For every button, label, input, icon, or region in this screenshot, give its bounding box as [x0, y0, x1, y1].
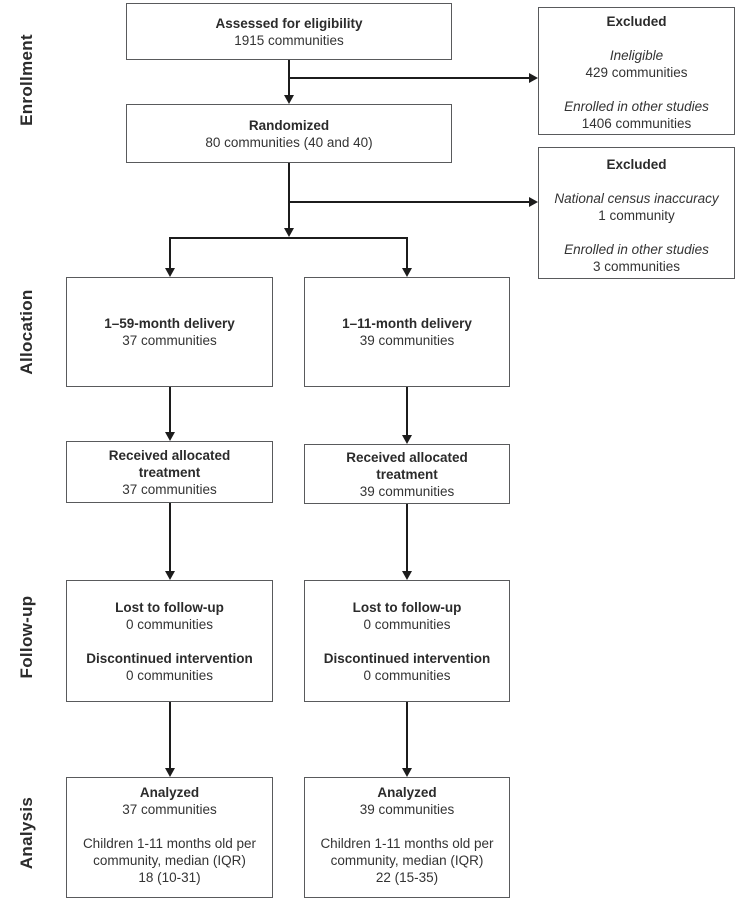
- connector-alloc-received-right: [406, 387, 408, 436]
- followup-left-count2: 0 communities: [125, 667, 214, 683]
- alloc-left-title: 1–59-month delivery: [104, 316, 235, 331]
- connector-followup-analysis-left: [169, 702, 171, 769]
- analysis-right-detail: Children 1-11 months old per community, median (IQR): [320, 836, 494, 868]
- connector-followup-analysis-right: [406, 702, 408, 769]
- stage-label-analysis: Analysis: [17, 796, 36, 870]
- excluded2-count2: 3 communities: [592, 259, 681, 274]
- arrowhead-down-icon: [284, 228, 294, 237]
- stage-label-allocation: Allocation: [17, 289, 36, 375]
- connector-branch-excluded1: [289, 77, 530, 79]
- box-allocation-1-11-month: [304, 277, 510, 387]
- arrowhead-right-icon: [529, 197, 538, 207]
- box-received-treatment-right: [304, 444, 510, 504]
- box-allocation-1-59-month: [66, 277, 273, 387]
- box-randomized: [126, 104, 452, 163]
- connector-split-alloc-right: [406, 238, 408, 269]
- arrowhead-right-icon: [529, 73, 538, 83]
- arrowhead-down-icon: [165, 768, 175, 777]
- excluded2-title: Excluded: [606, 157, 667, 172]
- connector-randomized-split: [288, 163, 290, 229]
- followup-left-count1: 0 communities: [125, 616, 214, 632]
- box-received-treatment-left: [66, 441, 273, 503]
- randomized-count: 80 communities (40 and 40): [205, 134, 373, 150]
- box-excluded-enrollment: [538, 7, 735, 135]
- followup-right-title2: Discontinued intervention: [323, 650, 491, 666]
- excluded1-title: Excluded: [606, 14, 667, 29]
- connector-received-followup-right: [406, 504, 408, 572]
- assessed-count: 1915 communities: [234, 32, 344, 48]
- connector-split-alloc-left: [169, 238, 171, 269]
- connector-alloc-received-left: [169, 387, 171, 433]
- received-right-title: Received allocated treatment: [346, 449, 468, 482]
- excluded2-reason2: Enrolled in other studies: [564, 242, 709, 257]
- analysis-left-median: 18 (10-31): [138, 870, 201, 885]
- alloc-left-count: 37 communities: [122, 333, 217, 348]
- excluded1-reason1: Ineligible: [609, 48, 664, 63]
- analysis-right-median: 22 (15-35): [375, 870, 439, 885]
- arrowhead-down-icon: [402, 571, 412, 580]
- analysis-left-title: Analyzed: [139, 785, 200, 800]
- analysis-right-title: Analyzed: [377, 785, 437, 800]
- box-excluded-randomization: [538, 147, 735, 279]
- box-assessed-eligibility: [126, 3, 452, 60]
- excluded2-reason1: National census inaccuracy: [554, 191, 719, 206]
- connector-split-bar: [169, 237, 408, 239]
- received-right-count: 39 communities: [359, 483, 455, 499]
- arrowhead-down-icon: [165, 268, 175, 277]
- connector-received-followup-left: [169, 503, 171, 572]
- stage-label-enrollment: Enrollment: [17, 34, 36, 126]
- followup-left-title2: Discontinued intervention: [86, 650, 253, 666]
- followup-right-count2: 0 communities: [363, 667, 451, 683]
- arrowhead-down-icon: [402, 435, 412, 444]
- received-left-title: Received allocated treatment: [108, 447, 231, 480]
- connector-branch-excluded2: [289, 201, 530, 203]
- alloc-right-title: 1–11-month delivery: [342, 316, 472, 331]
- excluded2-count1: 1 community: [598, 208, 675, 223]
- followup-right-count1: 0 communities: [363, 616, 451, 632]
- assessed-title: Assessed for eligibility: [215, 15, 363, 31]
- box-analysis-left: [66, 777, 273, 898]
- alloc-right-count: 39 communities: [359, 333, 455, 348]
- analysis-left-detail: Children 1-11 months old per community, median (IQR): [82, 836, 257, 868]
- arrowhead-down-icon: [284, 95, 294, 104]
- followup-right-title1: Lost to follow-up: [352, 599, 462, 615]
- stage-label-followup: Follow-up: [17, 595, 36, 679]
- analysis-right-count: 39 communities: [359, 802, 455, 817]
- box-analysis-right: [304, 777, 510, 898]
- arrowhead-down-icon: [402, 268, 412, 277]
- arrowhead-down-icon: [165, 432, 175, 441]
- excluded1-count1: 429 communities: [585, 65, 688, 80]
- excluded1-reason2: Enrolled in other studies: [564, 99, 709, 114]
- analysis-left-count: 37 communities: [122, 802, 217, 817]
- box-followup-left: [66, 580, 273, 702]
- followup-left-title1: Lost to follow-up: [115, 599, 224, 615]
- arrowhead-down-icon: [402, 768, 412, 777]
- randomized-title: Randomized: [248, 117, 330, 133]
- received-left-count: 37 communities: [122, 481, 217, 497]
- arrowhead-down-icon: [165, 571, 175, 580]
- box-followup-right: [304, 580, 510, 702]
- excluded1-count2: 1406 communities: [581, 116, 692, 131]
